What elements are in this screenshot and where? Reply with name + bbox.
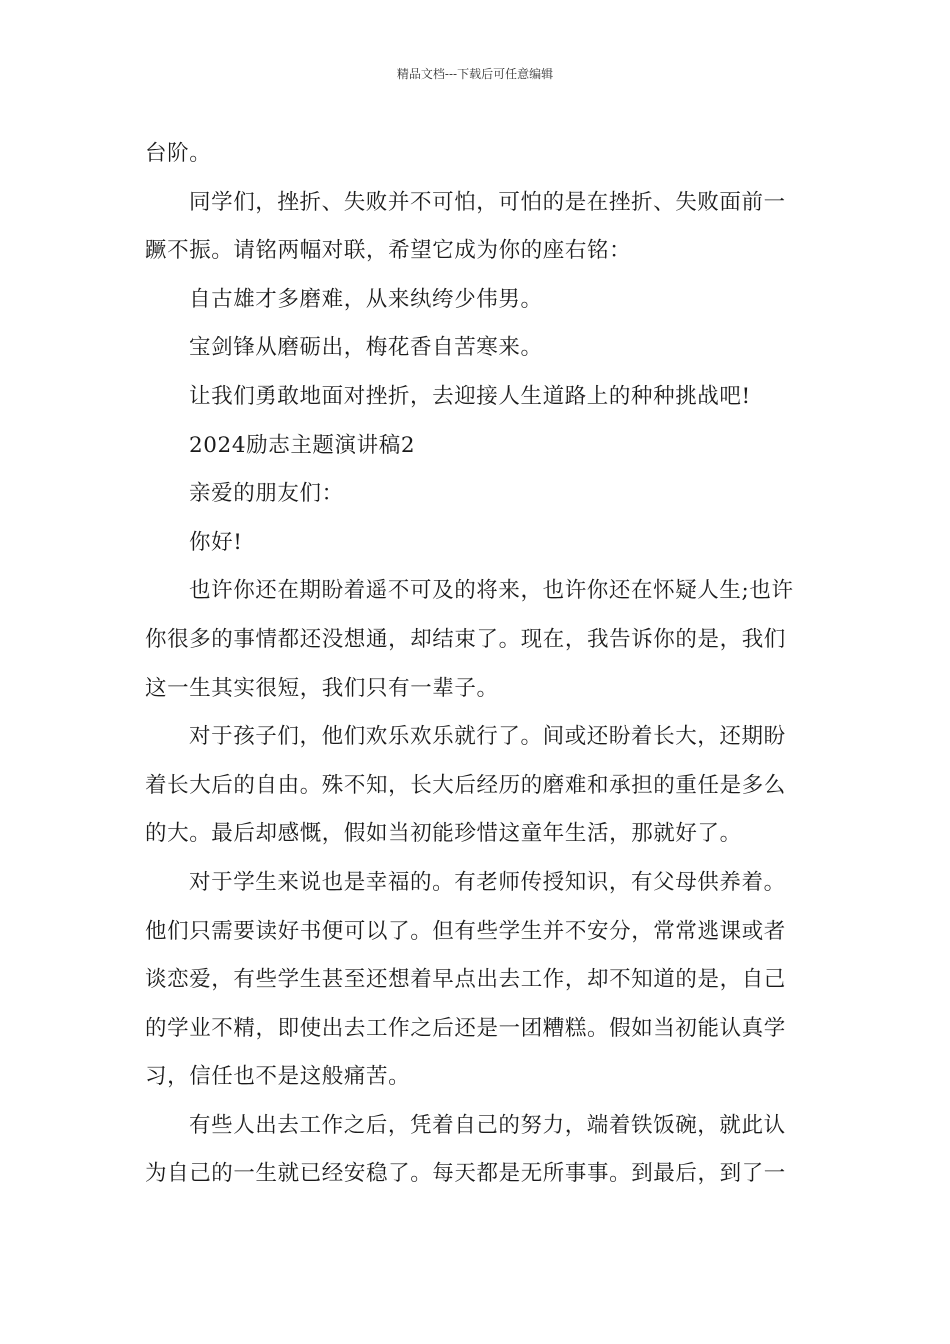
text-line: 也许你还在期盼着遥不可及的将来，也许你还在怀疑人生;也许 — [189, 578, 794, 604]
paragraph — [145, 179, 810, 276]
page-header: 精品文档---下载后可任意编辑 — [396, 67, 554, 81]
text-line: 同学们，挫折、失败并不可怕，可怕的是在挫折、失败面前一 — [189, 189, 786, 215]
text-line: 你很多的事情都还没想通，却结束了。现在，我告诉你的是，我们 — [145, 626, 786, 652]
text-line: 亲爱的朋友们： — [189, 481, 344, 507]
text-line: 让我们勇敢地面对挫折，去迎接人生道路上的种种挑战吧! — [189, 383, 751, 409]
paragraph — [145, 422, 810, 471]
paragraph — [145, 324, 810, 373]
paragraph — [145, 130, 810, 179]
text-line: 的大。最后却感慨，假如当初能珍惜这童年生活，那就好了。 — [145, 821, 742, 847]
document-body — [145, 130, 810, 1199]
text-line: 的学业不精，即使出去工作之后还是一团糟糕。假如当初能认真学 — [145, 1015, 786, 1041]
paragraph — [145, 519, 810, 568]
text-line: 着长大后的自由。殊不知，长大后经历的磨难和承担的重任是多么 — [145, 772, 786, 798]
text-line: 台阶。 — [145, 141, 212, 166]
text-line: 自古雄才多磨难，从来纨绔少伟男。 — [189, 286, 543, 312]
paragraph — [145, 1102, 810, 1199]
paragraph — [145, 470, 810, 519]
text-line: 这一生其实很短，我们只有一辈子。 — [145, 675, 499, 701]
text-line: 你好! — [189, 529, 243, 555]
text-line: 蹶不振。请铭两幅对联，希望它成为你的座右铭： — [145, 238, 632, 264]
text-line: 为自己的一生就已经安稳了。每天都是无所事事。到最后，到了一 — [145, 1161, 786, 1187]
text-line: 有些人出去工作之后，凭着自己的努力，端着铁饭碗，就此认 — [189, 1112, 786, 1138]
paragraph — [145, 713, 810, 859]
text-line: 对于孩子们，他们欢乐欢乐就行了。间或还盼着长大，还期盼 — [189, 724, 786, 750]
text-line: 他们只需要读好书便可以了。但有些学生并不安分，常常逃课或者 — [145, 918, 786, 944]
paragraph — [145, 567, 810, 713]
text-line: 2024励志主题演讲稿2 — [189, 432, 416, 458]
text-line: 对于学生来说也是幸福的。有老师传授知识，有父母供养着。 — [189, 869, 786, 895]
paragraph — [145, 373, 810, 422]
paragraph — [145, 859, 810, 1102]
text-line: 习，信任也不是这般痛苦。 — [145, 1064, 411, 1090]
text-line: 谈恋爱，有些学生甚至还想着早点出去工作，却不知道的是，自己 — [145, 967, 786, 993]
text-line: 宝剑锋从磨砺出，梅花香自苦寒来。 — [189, 335, 543, 361]
paragraph — [145, 276, 810, 325]
